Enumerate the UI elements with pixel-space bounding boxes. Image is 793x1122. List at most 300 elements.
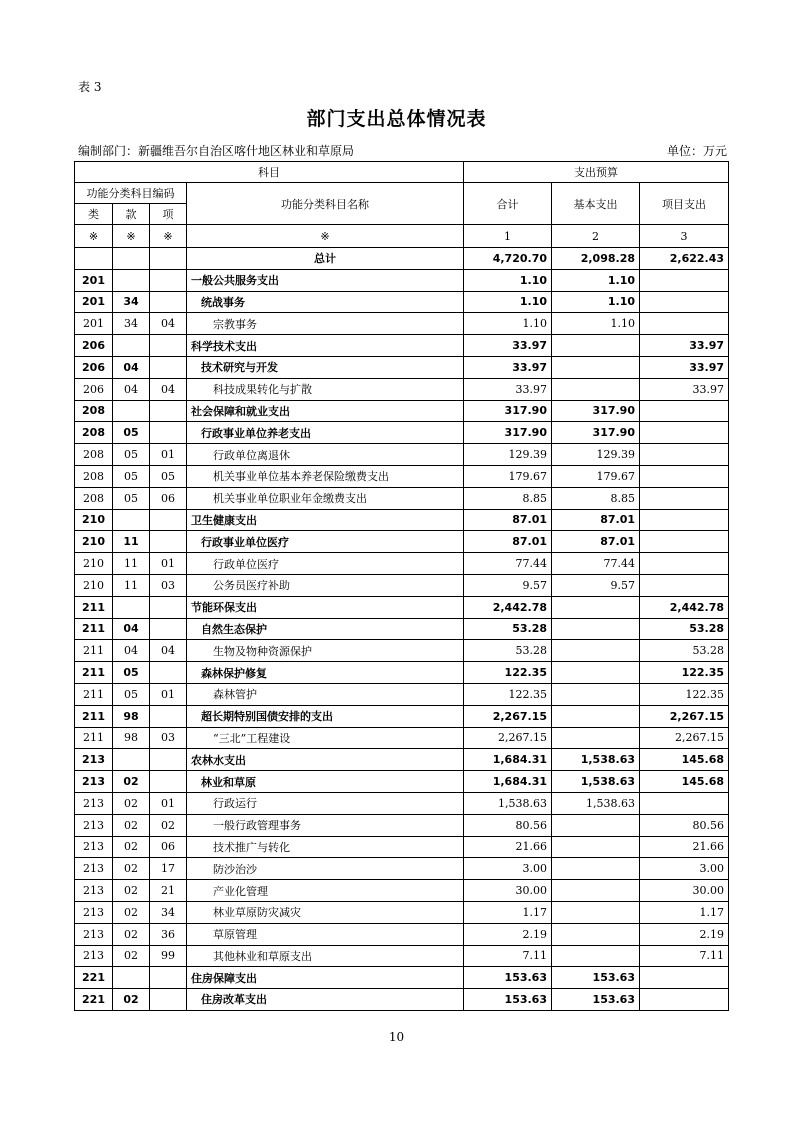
total-cell: 30.00 (464, 880, 552, 902)
item-code-cell: 04 (113, 640, 150, 662)
table-row (75, 574, 729, 596)
subject-name-cell: 草原管理 (187, 923, 464, 945)
project-cell (640, 269, 729, 291)
table-row (75, 444, 729, 466)
basic-cell: 1,538.63 (552, 792, 640, 814)
sub-item-code-cell: 03 (150, 574, 187, 596)
total-cell: 179.67 (464, 465, 552, 487)
item-code-cell: 02 (113, 792, 150, 814)
subject-name-cell: 农林水支出 (187, 749, 464, 771)
subject-name-cell: 行政运行 (187, 792, 464, 814)
item-code-cell: 34 (113, 291, 150, 313)
item-code-cell: 05 (113, 683, 150, 705)
basic-cell: 1.10 (552, 269, 640, 291)
item-code-cell (113, 967, 150, 989)
sub-item-code-cell: 36 (150, 923, 187, 945)
item-code-cell (113, 269, 150, 291)
sub-item-code-cell: 02 (150, 814, 187, 836)
sub-item-code-cell: 01 (150, 792, 187, 814)
total-cell: 3.00 (464, 858, 552, 880)
total-cell: 21.66 (464, 836, 552, 858)
basic-cell (552, 814, 640, 836)
item-code-cell: 34 (113, 313, 150, 335)
total-cell: 9.57 (464, 574, 552, 596)
class-code-cell: 210 (75, 509, 113, 531)
total-cell: 33.97 (464, 356, 552, 378)
project-cell: 122.35 (640, 662, 729, 684)
item-code-cell (113, 749, 150, 771)
class-code-cell: 210 (75, 531, 113, 553)
sub-item-code-cell (150, 967, 187, 989)
basic-cell: 129.39 (552, 444, 640, 466)
total-cell: 317.90 (464, 422, 552, 444)
total-cell: 153.63 (464, 967, 552, 989)
subject-name-cell: 自然生态保护 (187, 618, 464, 640)
project-cell: 33.97 (640, 356, 729, 378)
item-code-cell: 05 (113, 465, 150, 487)
mark-cell: ※ (113, 225, 150, 248)
item-code-cell: 05 (113, 444, 150, 466)
table-row (75, 771, 729, 793)
basic-cell (552, 705, 640, 727)
project-cell (640, 531, 729, 553)
class-code-cell: 211 (75, 596, 113, 618)
basic-cell: 1,538.63 (552, 749, 640, 771)
sub-item-code-cell: 17 (150, 858, 187, 880)
lei-header: 类 (75, 204, 113, 225)
item-code-cell: 11 (113, 553, 150, 575)
total-cell: 1,684.31 (464, 771, 552, 793)
subject-name-cell: 一般行政管理事务 (187, 814, 464, 836)
project-cell: 3.00 (640, 858, 729, 880)
project-cell (640, 989, 729, 1011)
item-code-cell: 02 (113, 836, 150, 858)
table-row (75, 596, 729, 618)
class-code-cell: 221 (75, 967, 113, 989)
table-row (75, 749, 729, 771)
subject-name-cell: 卫生健康支出 (187, 509, 464, 531)
subject-name-cell: 节能环保支出 (187, 596, 464, 618)
total-cell: 122.35 (464, 683, 552, 705)
table-row (75, 313, 729, 335)
sub-item-code-cell (150, 400, 187, 422)
subject-name-cell: 一般公共服务支出 (187, 269, 464, 291)
sub-item-code-cell (150, 335, 187, 357)
item-code-cell: 02 (113, 880, 150, 902)
total-cell: 1,684.31 (464, 749, 552, 771)
subject-name-cell: 行政事业单位养老支出 (187, 422, 464, 444)
item-code-cell: 02 (113, 814, 150, 836)
project-cell (640, 465, 729, 487)
item-code-cell: 02 (113, 771, 150, 793)
basic-cell (552, 335, 640, 357)
class-code-cell: 213 (75, 923, 113, 945)
class-code-cell: 210 (75, 574, 113, 596)
class-code-cell: 213 (75, 836, 113, 858)
item-code-cell: 11 (113, 531, 150, 553)
project-cell (640, 792, 729, 814)
subject-name-cell: 行政单位医疗 (187, 553, 464, 575)
sub-item-code-cell: 03 (150, 727, 187, 749)
column-number: 2 (552, 225, 640, 248)
subject-name-cell: 住房改革支出 (187, 989, 464, 1011)
sub-item-code-cell (150, 356, 187, 378)
sub-item-code-cell: 06 (150, 487, 187, 509)
subject-name-cell: 生物及物种资源保护 (187, 640, 464, 662)
class-code-cell: 213 (75, 880, 113, 902)
table-row (75, 923, 729, 945)
total-cell: 153.63 (464, 989, 552, 1011)
subject-name-cell: 科技成果转化与扩散 (187, 378, 464, 400)
item-code-cell: 02 (113, 989, 150, 1011)
total-cell: 80.56 (464, 814, 552, 836)
total-cell: 1.10 (464, 313, 552, 335)
table-row (75, 618, 729, 640)
basic-cell: 87.01 (552, 509, 640, 531)
project-cell: 2,267.15 (640, 705, 729, 727)
total-cell: 87.01 (464, 509, 552, 531)
project-cell: 2,442.78 (640, 596, 729, 618)
column-number: 1 (464, 225, 552, 248)
sub-item-code-cell: 04 (150, 640, 187, 662)
sub-item-code-cell: 01 (150, 444, 187, 466)
project-cell: 53.28 (640, 640, 729, 662)
sub-item-code-cell: 01 (150, 553, 187, 575)
class-code-cell: 213 (75, 814, 113, 836)
sub-item-code-cell: 04 (150, 313, 187, 335)
total-cell: 53.28 (464, 640, 552, 662)
subject-name-cell: 技术研究与开发 (187, 356, 464, 378)
table-row (75, 727, 729, 749)
basic-cell: 153.63 (552, 967, 640, 989)
basic-cell (552, 727, 640, 749)
item-code-cell: 02 (113, 945, 150, 967)
project-cell: 53.28 (640, 618, 729, 640)
total-cell: 33.97 (464, 335, 552, 357)
subject-name-cell: 公务员医疗补助 (187, 574, 464, 596)
table-row (75, 269, 729, 291)
basic-cell: 1,538.63 (552, 771, 640, 793)
subject-name-cell: 科学技术支出 (187, 335, 464, 357)
subject-name-cell: 森林管护 (187, 683, 464, 705)
subject-name-cell: 林业草原防灾减灾 (187, 901, 464, 923)
total-cell: 77.44 (464, 553, 552, 575)
subject-name-cell: 机关事业单位职业年金缴费支出 (187, 487, 464, 509)
page-number: 10 (388, 1030, 405, 1044)
kuan-header: 款 (113, 204, 150, 225)
table-row (75, 640, 729, 662)
item-code-cell: 98 (113, 705, 150, 727)
total-cell: 122.35 (464, 662, 552, 684)
total-cell: 2.19 (464, 923, 552, 945)
subject-name-cell: 其他林业和草原支出 (187, 945, 464, 967)
subject-name-cell: 统战事务 (187, 291, 464, 313)
total-cell: 1,538.63 (464, 792, 552, 814)
sub-item-code-cell: 21 (150, 880, 187, 902)
project-cell: 21.66 (640, 836, 729, 858)
sub-item-code-cell: 05 (150, 465, 187, 487)
column-number: 3 (640, 225, 729, 248)
basic-cell (552, 858, 640, 880)
table-row (75, 335, 729, 357)
sub-item-code-cell (150, 509, 187, 531)
class-code-cell: 211 (75, 662, 113, 684)
total-header: 合计 (464, 183, 552, 225)
table-row (75, 858, 729, 880)
item-code-cell (113, 509, 150, 531)
budget-header: 支出预算 (464, 162, 729, 183)
class-code-cell: 210 (75, 553, 113, 575)
subject-name-cell: 森林保护修复 (187, 662, 464, 684)
project-header: 项目支出 (640, 183, 729, 225)
item-code-cell (113, 335, 150, 357)
table-row (75, 291, 729, 313)
project-cell: 80.56 (640, 814, 729, 836)
project-cell: 33.97 (640, 378, 729, 400)
item-code-cell (113, 400, 150, 422)
project-cell (640, 553, 729, 575)
sub-item-code-cell: 99 (150, 945, 187, 967)
project-cell: 30.00 (640, 880, 729, 902)
basic-cell: 153.63 (552, 989, 640, 1011)
table-row (75, 967, 729, 989)
sub-item-code-cell (150, 662, 187, 684)
table-number: 表 3 (78, 80, 102, 94)
class-code-cell: 211 (75, 683, 113, 705)
project-cell: 33.97 (640, 335, 729, 357)
class-code-cell: 201 (75, 313, 113, 335)
mark-cell: ※ (150, 225, 187, 248)
mark-cell: ※ (187, 225, 464, 248)
sub-item-code-cell: 34 (150, 901, 187, 923)
total-cell: 2,267.15 (464, 727, 552, 749)
class-code-cell: 211 (75, 727, 113, 749)
basic-cell (552, 640, 640, 662)
total-project: 2,622.43 (640, 248, 729, 270)
table-row (75, 705, 729, 727)
unit-label: 单位：万元 (666, 144, 727, 158)
class-code-cell: 211 (75, 705, 113, 727)
project-cell (640, 444, 729, 466)
project-cell (640, 487, 729, 509)
total-cell: 53.28 (464, 618, 552, 640)
total-cell: 8.85 (464, 487, 552, 509)
item-code-cell: 04 (113, 378, 150, 400)
class-code-cell: 206 (75, 378, 113, 400)
item-code-cell: 04 (113, 356, 150, 378)
total-cell: 1.10 (464, 269, 552, 291)
class-code-cell: 213 (75, 901, 113, 923)
table-row (75, 901, 729, 923)
project-cell: 122.35 (640, 683, 729, 705)
basic-cell: 317.90 (552, 400, 640, 422)
class-code-cell: 206 (75, 335, 113, 357)
subject-name-cell: 超长期特别国债安排的支出 (187, 705, 464, 727)
sub-item-code-cell (150, 422, 187, 444)
name-header: 功能分类科目名称 (187, 183, 464, 225)
project-cell: 145.68 (640, 749, 729, 771)
class-code-cell: 213 (75, 858, 113, 880)
sub-item-code-cell (150, 269, 187, 291)
class-code-cell: 208 (75, 422, 113, 444)
code-group-header: 功能分类科目编码 (75, 183, 187, 204)
total-cell: 87.01 (464, 531, 552, 553)
class-code-cell: 208 (75, 487, 113, 509)
project-cell (640, 967, 729, 989)
subject-name-cell: 住房保障支出 (187, 967, 464, 989)
sub-item-code-cell (150, 771, 187, 793)
sub-item-code-cell (150, 596, 187, 618)
class-code-cell: 206 (75, 356, 113, 378)
compiling-department: 编制部门：新疆维吾尔自治区喀什地区林业和草原局 (78, 144, 355, 158)
class-code-cell: 208 (75, 465, 113, 487)
total-basic: 2,098.28 (552, 248, 640, 270)
total-cell: 7.11 (464, 945, 552, 967)
sub-item-code-cell (150, 531, 187, 553)
class-code-cell: 213 (75, 945, 113, 967)
sub-item-code-cell (150, 989, 187, 1011)
table-row (75, 836, 729, 858)
basic-cell (552, 836, 640, 858)
total-cell: 2,267.15 (464, 705, 552, 727)
subject-name-cell: 宗教事务 (187, 313, 464, 335)
basic-cell (552, 683, 640, 705)
basic-cell (552, 618, 640, 640)
sub-item-code-cell (150, 705, 187, 727)
item-code-cell (113, 596, 150, 618)
basic-cell: 9.57 (552, 574, 640, 596)
total-cell: 1.17 (464, 901, 552, 923)
subject-name-cell: 产业化管理 (187, 880, 464, 902)
class-code-cell: 211 (75, 618, 113, 640)
basic-cell (552, 596, 640, 618)
project-cell: 7.11 (640, 945, 729, 967)
item-code-cell: 11 (113, 574, 150, 596)
total-cell: 2,442.78 (464, 596, 552, 618)
item-code-cell: 98 (113, 727, 150, 749)
xiang-header: 项 (150, 204, 187, 225)
class-code-cell: 213 (75, 749, 113, 771)
table-row (75, 422, 729, 444)
total-cell: 317.90 (464, 400, 552, 422)
class-code-cell: 208 (75, 444, 113, 466)
subject-name-cell: 林业和草原 (187, 771, 464, 793)
basic-cell: 8.85 (552, 487, 640, 509)
mark-cell: ※ (75, 225, 113, 248)
basic-cell (552, 945, 640, 967)
project-cell (640, 400, 729, 422)
basic-cell: 179.67 (552, 465, 640, 487)
item-code-cell: 02 (113, 901, 150, 923)
sub-item-code-cell (150, 749, 187, 771)
total-cell: 129.39 (464, 444, 552, 466)
project-cell: 145.68 (640, 771, 729, 793)
class-code-cell: 208 (75, 400, 113, 422)
total-row (75, 248, 729, 270)
project-cell (640, 509, 729, 531)
basic-cell: 317.90 (552, 422, 640, 444)
project-cell: 2,267.15 (640, 727, 729, 749)
table-row (75, 662, 729, 684)
basic-cell (552, 356, 640, 378)
sub-item-code-cell: 04 (150, 378, 187, 400)
table-row (75, 814, 729, 836)
table-row (75, 989, 729, 1011)
table-row (75, 465, 729, 487)
subject-name-cell: 行政事业单位医疗 (187, 531, 464, 553)
table-row (75, 487, 729, 509)
total-cell: 33.97 (464, 378, 552, 400)
table-row (75, 400, 729, 422)
item-code-cell: 02 (113, 858, 150, 880)
project-cell: 1.17 (640, 901, 729, 923)
project-cell (640, 574, 729, 596)
table-row (75, 509, 729, 531)
table-row (75, 945, 729, 967)
basic-cell (552, 880, 640, 902)
basic-cell (552, 923, 640, 945)
subject-name-cell: 社会保障和就业支出 (187, 400, 464, 422)
sub-item-code-cell (150, 618, 187, 640)
basic-cell (552, 901, 640, 923)
sub-item-code-cell (150, 291, 187, 313)
total-amount: 4,720.70 (464, 248, 552, 270)
sub-item-code-cell: 06 (150, 836, 187, 858)
basic-cell (552, 378, 640, 400)
table-row (75, 880, 729, 902)
subject-name-cell: 行政单位离退休 (187, 444, 464, 466)
class-code-cell: 201 (75, 269, 113, 291)
page-title: 部门支出总体情况表 (306, 108, 487, 130)
table-row (75, 792, 729, 814)
table-row (75, 683, 729, 705)
subject-name-cell: 技术推广与转化 (187, 836, 464, 858)
subject-name-cell: 机关事业单位基本养老保险缴费支出 (187, 465, 464, 487)
project-cell (640, 313, 729, 335)
table-row (75, 531, 729, 553)
total-label: 总计 (187, 248, 464, 270)
class-code-cell: 211 (75, 640, 113, 662)
basic-cell: 1.10 (552, 313, 640, 335)
item-code-cell: 02 (113, 923, 150, 945)
class-code-cell: 221 (75, 989, 113, 1011)
project-cell (640, 291, 729, 313)
subject-header: 科目 (75, 162, 464, 183)
class-code-cell: 213 (75, 771, 113, 793)
class-code-cell: 213 (75, 792, 113, 814)
item-code-cell: 05 (113, 662, 150, 684)
subject-name-cell: “三北”工程建设 (187, 727, 464, 749)
item-code-cell: 04 (113, 618, 150, 640)
basic-cell: 87.01 (552, 531, 640, 553)
sub-item-code-cell: 01 (150, 683, 187, 705)
project-cell: 2.19 (640, 923, 729, 945)
basic-cell: 77.44 (552, 553, 640, 575)
table-row (75, 356, 729, 378)
project-cell (640, 422, 729, 444)
basic-cell: 1.10 (552, 291, 640, 313)
table-row (75, 553, 729, 575)
item-code-cell: 05 (113, 487, 150, 509)
subject-name-cell: 防沙治沙 (187, 858, 464, 880)
class-code-cell: 201 (75, 291, 113, 313)
total-cell: 1.10 (464, 291, 552, 313)
expenditure-table (74, 161, 729, 1011)
item-code-cell: 05 (113, 422, 150, 444)
table-row (75, 378, 729, 400)
basic-cell (552, 662, 640, 684)
basic-header: 基本支出 (552, 183, 640, 225)
